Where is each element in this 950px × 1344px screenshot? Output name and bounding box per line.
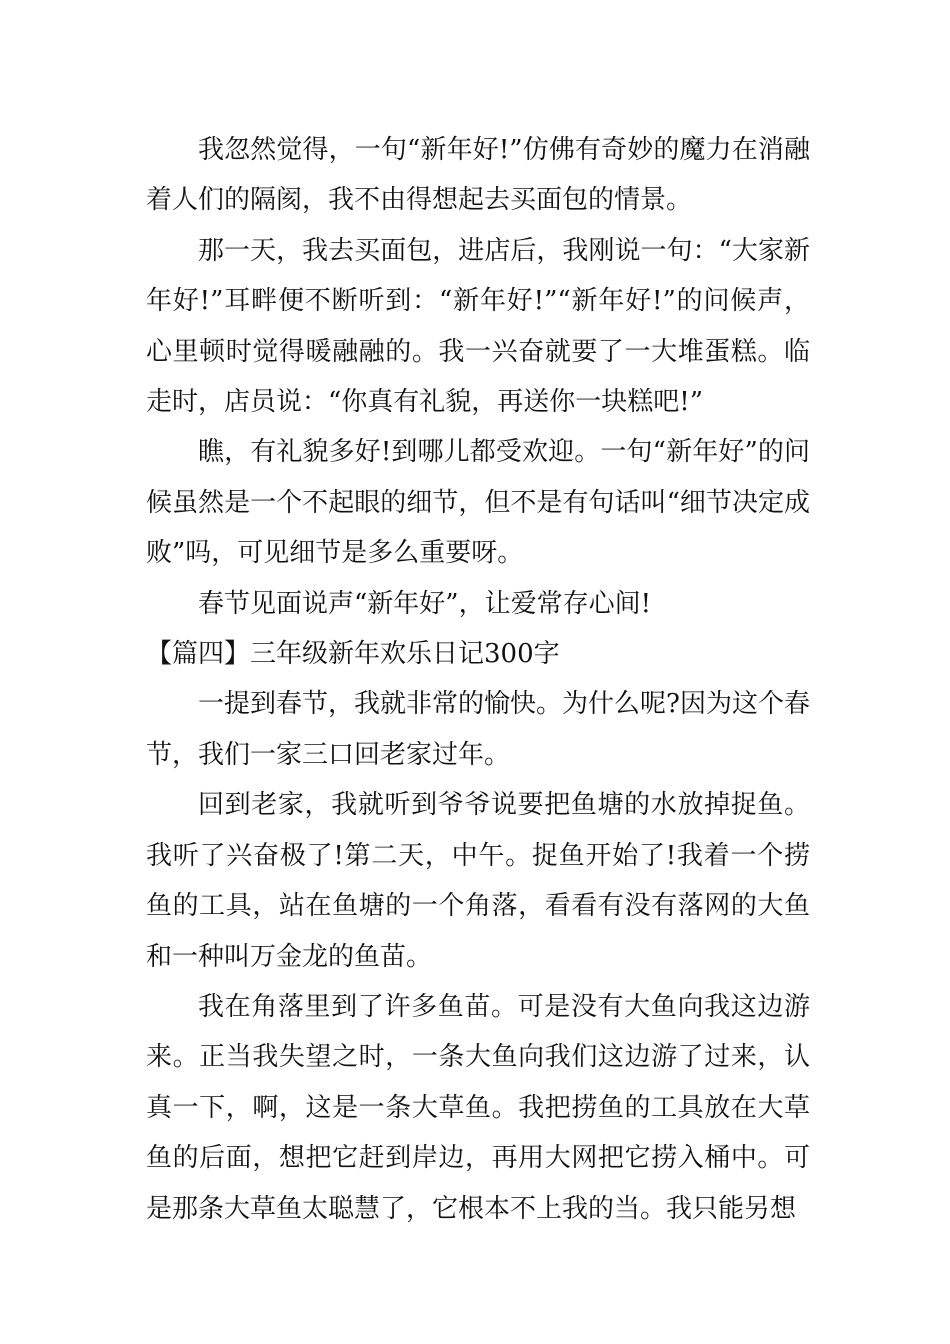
section-heading: 【篇四】三年级新年欢乐日记300字 (146, 639, 560, 670)
paragraph-5: 一提到春节，我就非常的愉快。为什么呢?因为这个春节，我们一家三口回老家过年。 (146, 689, 810, 770)
paragraph-1: 我忽然觉得，一句“新年好!”仿佛有奇妙的魔力在消融着人们的隔阂，我不由得想起去买面包的情景。 (146, 135, 810, 216)
paragraph-6: 回到老家，我就听到爷爷说要把鱼塘的水放掉捉鱼。我听了兴奋极了!第二天，中午。捉鱼开始了!我着一个捞鱼的工具，站在鱼塘的一个角落，看看有没有落网的大鱼和一种叫万金龙的鱼苗。 (146, 790, 810, 972)
paragraph-7: 我在角落里到了许多鱼苗。可是没有大鱼向我这边游来。正当我失望之时，一条大鱼向我们这边游了过来，认真一下，啊，这是一条大草鱼。我把捞鱼的工具放在大草鱼的后面，想把它赶到岸边，再用大网把它捞入桶中。可是那条大草鱼太聪慧了，它根本不上我的当。我只能另想 (146, 991, 810, 1224)
paragraph-4: 春节见面说声“新年好”，让爱常存心间! (198, 588, 652, 619)
paragraph-2: 那一天，我去买面包，进店后，我刚说一句：“大家新年好!”耳畔便不断听到：“新年好!”“新年好!”的问候声，心里顿时觉得暖融融的。我一兴奋就要了一大堆蛋糕。临走时，店员说：“你真有礼貌，再送你一块糕吧!” (146, 235, 810, 418)
document-body (146, 125, 810, 1234)
paragraph-3: 瞧，有礼貌多好!到哪儿都受欢迎。一句“新年好”的问候虽然是一个不起眼的细节，但不是有句话叫“细节决定成败”吗，可见细节是多么重要呀。 (146, 437, 810, 569)
